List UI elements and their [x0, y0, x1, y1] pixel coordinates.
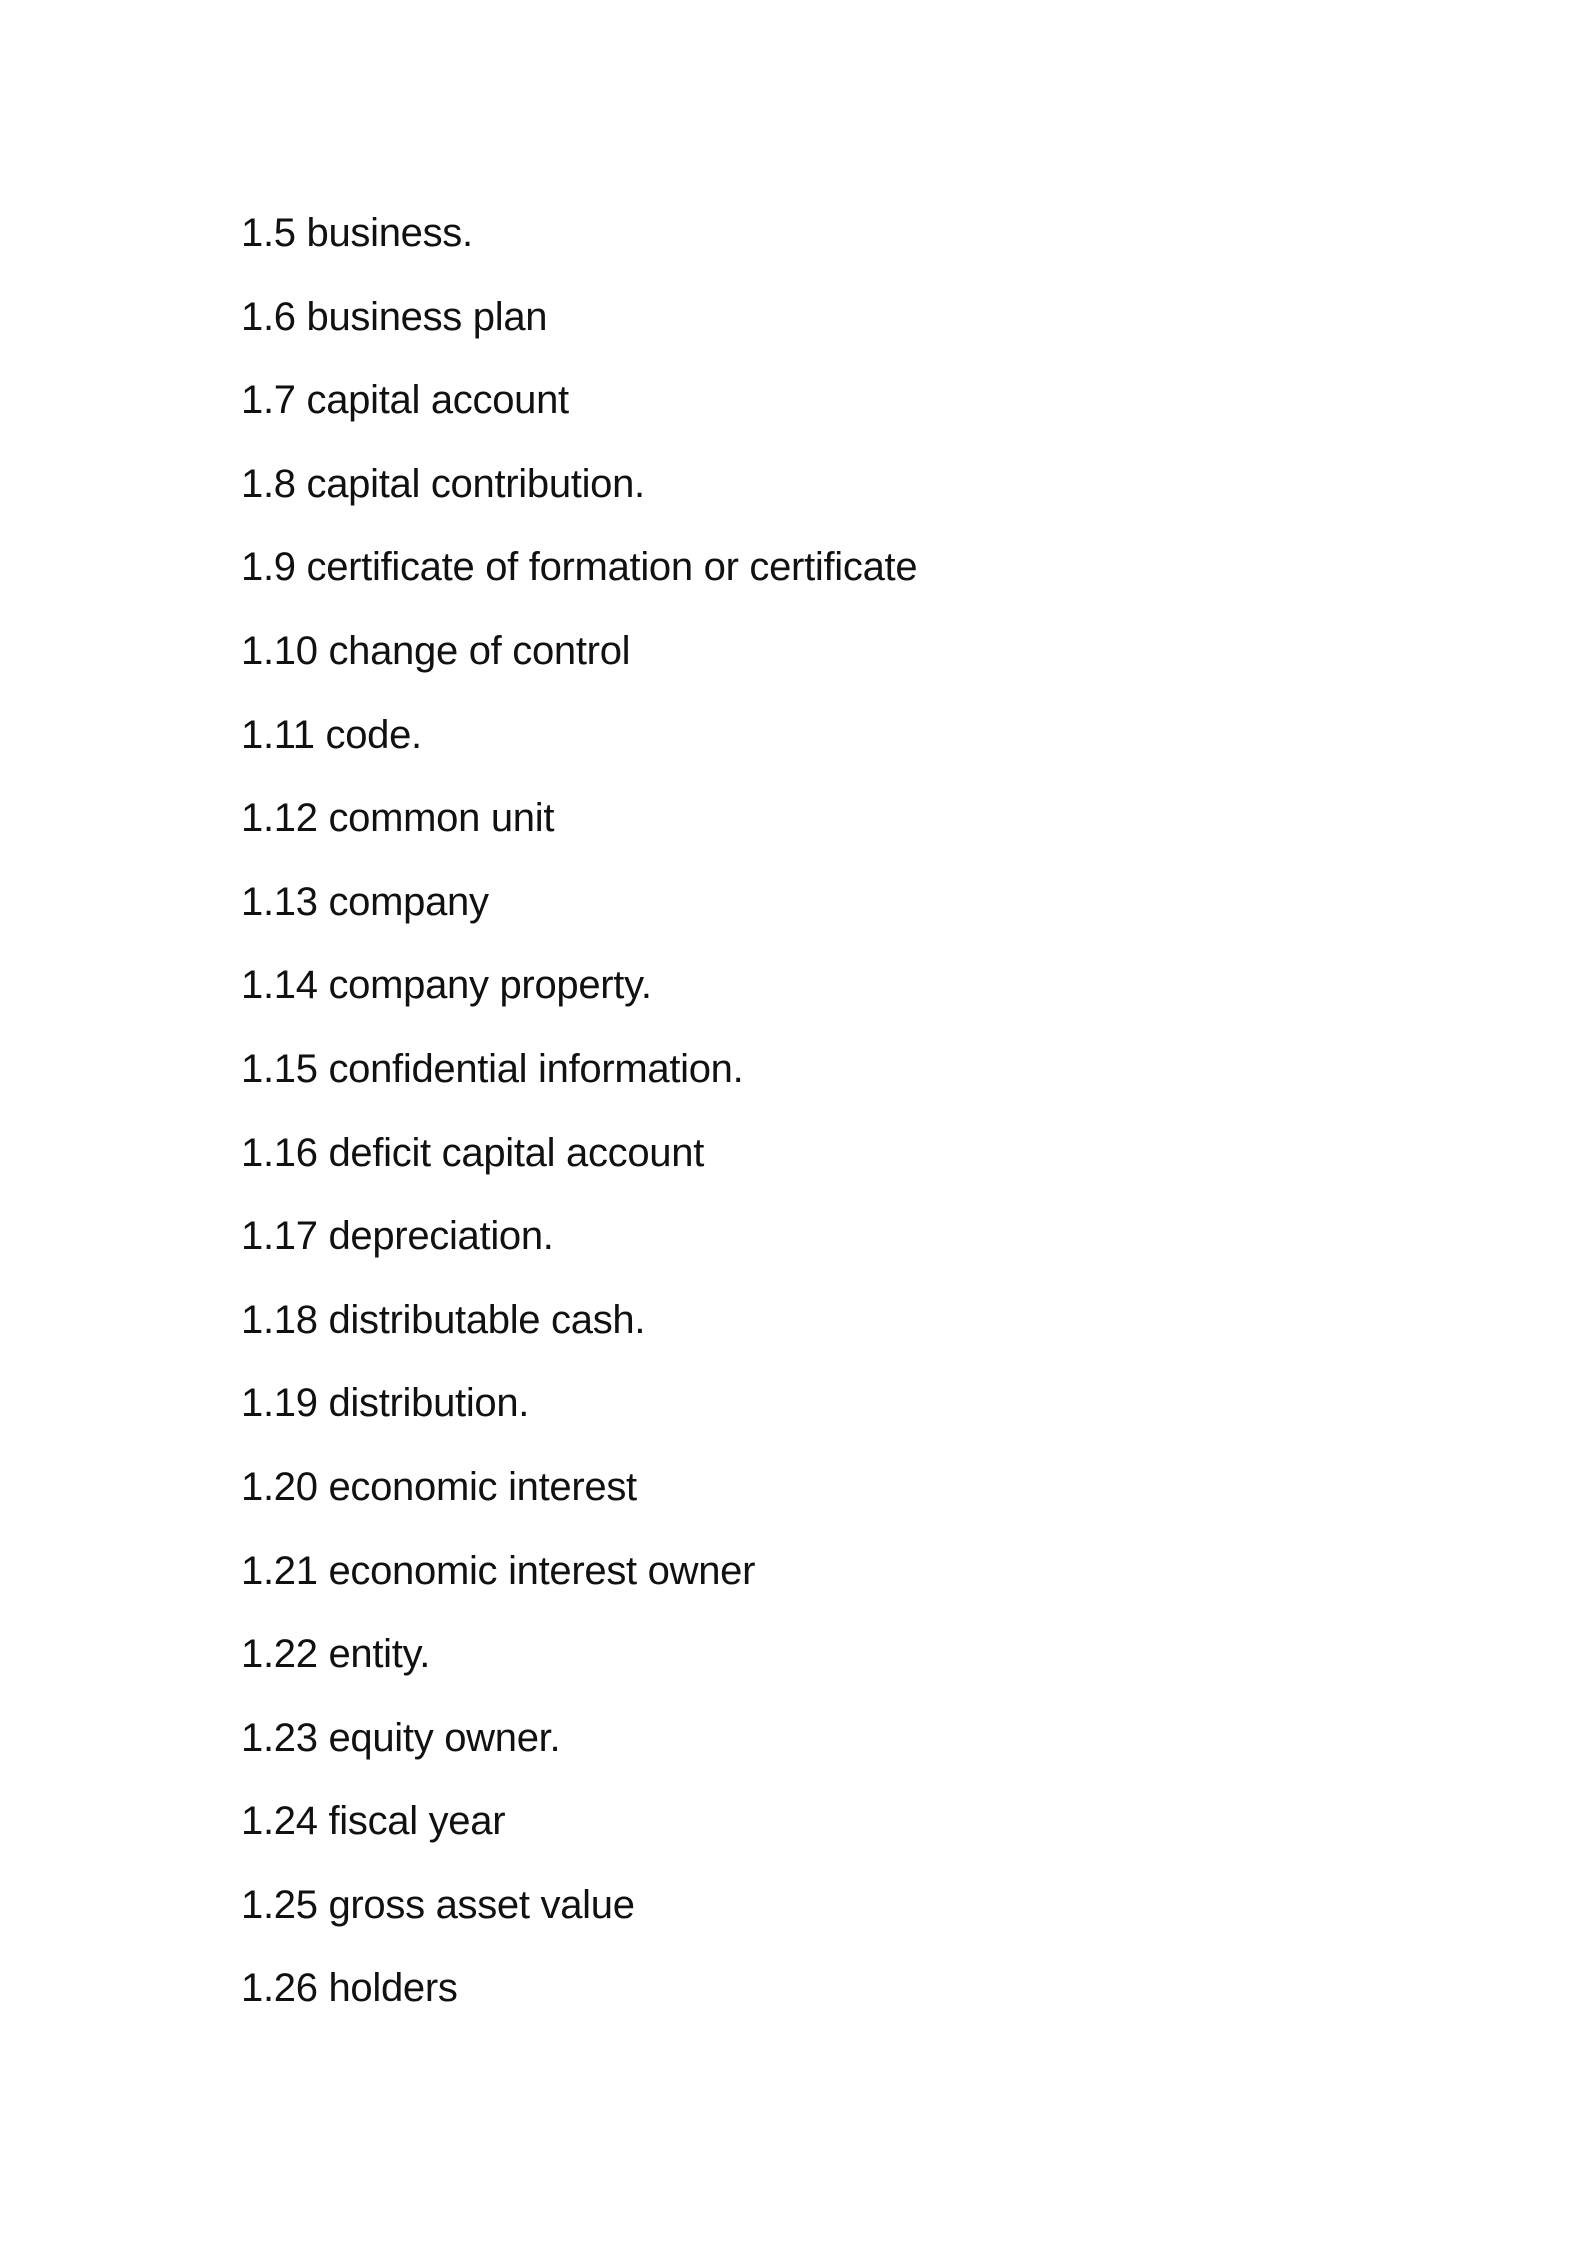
list-item: 1.26 holders — [241, 1966, 458, 2011]
list-item: 1.18 distributable cash. — [241, 1297, 646, 1342]
list-item: 1.16 deficit capital account — [241, 1130, 705, 1175]
list-item: 1.14 company property. — [241, 963, 652, 1008]
list-item: 1.20 economic interest — [241, 1464, 637, 1509]
definitions-list — [241, 205, 917, 2044]
list-item: 1.10 change of control — [241, 628, 631, 673]
list-item: 1.17 depreciation. — [241, 1214, 554, 1259]
list-item: 1.6 business plan — [241, 294, 548, 339]
list-item: 1.21 economic interest owner — [241, 1548, 756, 1593]
list-item: 1.9 certificate of formation or certificate — [241, 545, 918, 590]
list-item: 1.11 code. — [241, 712, 422, 757]
list-item: 1.15 confidential information. — [241, 1046, 744, 1091]
list-item: 1.7 capital account — [241, 378, 569, 423]
list-item: 1.25 gross asset value — [241, 1882, 635, 1927]
list-item: 1.5 business. — [241, 211, 473, 255]
list-item: 1.19 distribution. — [241, 1381, 530, 1426]
list-item: 1.24 fiscal year — [241, 1799, 506, 1844]
list-item: 1.13 company — [241, 879, 489, 924]
list-item: 1.23 equity owner. — [241, 1715, 561, 1760]
list-item: 1.22 entity. — [241, 1632, 431, 1677]
list-item: 1.8 capital contribution. — [241, 461, 645, 506]
list-item: 1.12 common unit — [241, 796, 555, 841]
